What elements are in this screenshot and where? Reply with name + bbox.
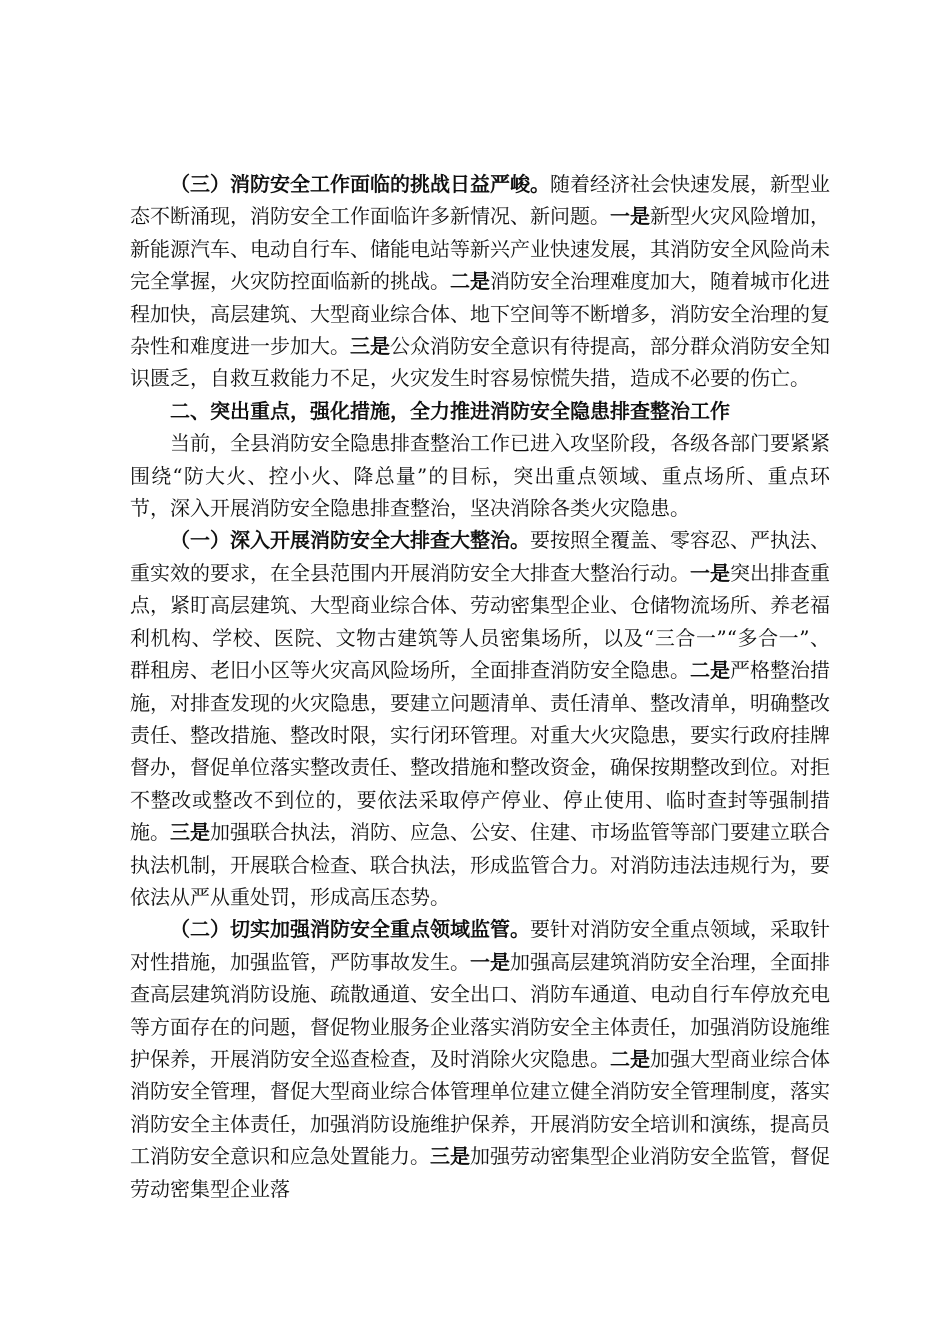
section-title-supervision: （二）切实加强消防安全重点领域监管。	[170, 917, 530, 942]
heading-text: 二、突出重点，强化措施，全力推进消防安全隐患排查整治工作	[170, 398, 730, 423]
document-body	[130, 168, 830, 1205]
text-run: 突出排查重点，紧盯高层建筑、大型商业综合体、劳动密集型企业、仓储物流场所、养老福利机构、学校、医院、文物古建筑等人员密集场所，以及“三合一”“多合一”、群租房、老旧小区等火灾高风险场所，全面排查消防安全隐患。	[130, 560, 830, 683]
point-label: 一是	[470, 949, 510, 974]
text-run: 要按照全覆盖、零容忍、严执法、重实效的要求，在全县范围内开展消防安全大排查大整治行动。	[130, 528, 830, 585]
point-label: 一是	[610, 204, 650, 229]
point-label: 二是	[690, 658, 730, 683]
paragraph-current-stage	[130, 427, 830, 524]
text-run: 加强大型商业综合体消防安全管理，督促大型商业综合体管理单位建立健全消防安全管理制度，落实消防安全主体责任，加强消防设施维护保养，开展消防安全培训和演练，提高员工消防安全意识和应急处置能力。	[130, 1046, 830, 1169]
text-run: 新型火灾风险增加，新能源汽车、电动自行车、储能电站等新兴产业快速发展，其消防安全风险尚未完全掌握，火灾防控面临新的挑战。	[130, 204, 830, 294]
point-label: 一是	[690, 560, 730, 585]
section-title-challenges: （三）消防安全工作面临的挑战日益严峻。	[170, 172, 550, 196]
point-label: 二是	[610, 1046, 650, 1071]
text-run: 加强劳动密集型企业消防安全监管，督促劳动密集型企业落	[130, 1144, 830, 1201]
text-run: 要针对消防安全重点领域，采取针对性措施，加强监管，严防事故发生。	[130, 917, 830, 974]
point-label: 三是	[350, 334, 390, 359]
point-label: 三是	[170, 820, 210, 845]
paragraph-challenges	[130, 168, 830, 395]
paragraph-inspection	[130, 524, 830, 913]
point-label: 三是	[430, 1144, 470, 1169]
text-run: 当前，全县消防安全隐患排查整治工作已进入攻坚阶段，各级各部门要紧紧围绕“防大火、控小火、降总量”的目标，突出重点领域、重点场所、重点环节，深入开展消防安全隐患排查整治，坚决消除各类火灾隐患。	[130, 431, 830, 521]
paragraph-supervision	[130, 913, 830, 1205]
text-run: 严格整治措施，对排查发现的火灾隐患，要建立问题清单、责任清单、整改清单，明确整改责任、整改措施、整改时限，实行闭环管理。对重大火灾隐患，要实行政府挂牌督办，督促单位落实整改责任、整改措施和整改资金，确保按期整改到位。对拒不整改或整改不到位的，要依法采取停产停业、停止使用、临时查封等强制措施。	[130, 658, 830, 845]
text-run: 加强联合执法，消防、应急、公安、住建、市场监管等部门要建立联合执法机制，开展联合检查、联合执法，形成监管合力。对消防违法违规行为，要依法从严从重处罚，形成高压态势。	[130, 820, 830, 909]
text-run: 加强高层建筑消防安全治理，全面排查高层建筑消防设施、疏散通道、安全出口、消防车通道、电动自行车停放充电等方面存在的问题，督促物业服务企业落实消防安全主体责任，加强消防设施维护保养，开展消防安全巡查检查，及时消除火灾隐患。	[130, 949, 830, 1071]
text-run: 消防安全治理难度加大，随着城市化进程加快，高层建筑、大型商业综合体、地下空间等不断增多，消防安全治理的复杂性和难度进一步加大。	[130, 269, 830, 359]
text-run: 随着经济社会快速发展，新型业态不断涌现，消防安全工作面临许多新情况、新问题。	[130, 172, 830, 229]
section-heading-two	[130, 395, 830, 427]
section-title-inspection: （一）深入开展消防安全大排查大整治。	[170, 528, 530, 553]
text-run: 公众消防安全意识有待提高，部分群众消防安全知识匮乏，自救互救能力不足，火灾发生时容易惊慌失措，造成不必要的伤亡。	[130, 334, 830, 391]
point-label: 二是	[450, 269, 490, 294]
